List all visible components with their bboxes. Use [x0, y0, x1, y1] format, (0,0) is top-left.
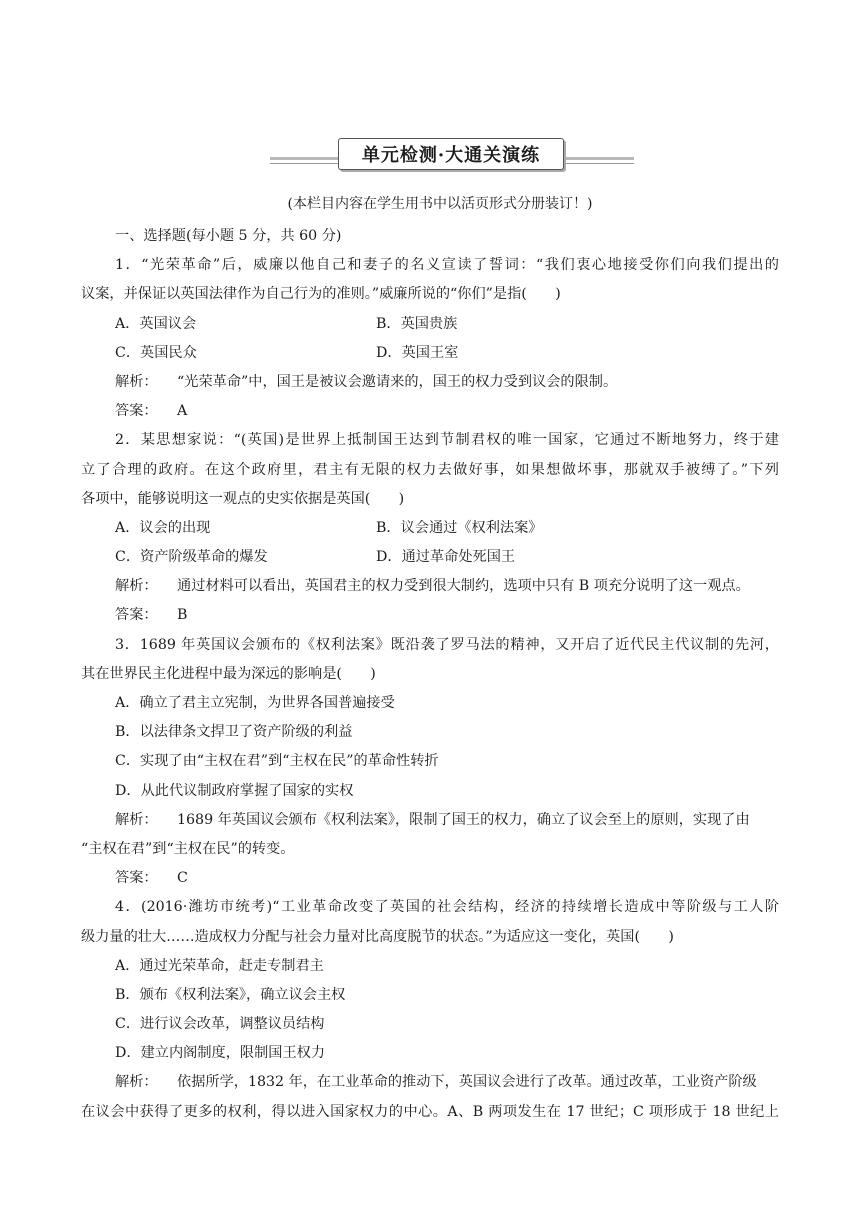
option-a: A．通过光荣革命，赶走专制君主 — [115, 957, 324, 974]
question-1-stem: 议案，并保证以英国法律作为自己行为的准则。”威廉所说的“你们”是指( ) — [81, 286, 561, 303]
question-3-analysis: “主权在君”到“主权在民”的转变。 — [81, 840, 295, 857]
option-a: A．英国议会 — [115, 315, 197, 332]
analysis-label: 解析： — [115, 811, 158, 828]
question-4-stem: 4．(2016·潍坊市统考)“工业革命改变了英国的社会结构，经济的持续增长造成中等阶级与工人阶 — [115, 899, 779, 916]
question-1-answer — [81, 397, 779, 426]
question-3-answer — [81, 864, 779, 893]
question-2-stem: 立了合理的政府。在这个政府里，君主有无限的权力去做好事，如果想做坏事，那就双手被缚了。”下列 — [81, 461, 779, 478]
option-a: A．确立了君主立宪制，为世界各国普遍接受 — [115, 695, 395, 711]
question-2-analysis — [81, 572, 779, 601]
answer-text: B — [177, 607, 188, 624]
question-2-answer — [81, 601, 779, 630]
option-c: C．英国民众 — [115, 344, 197, 361]
analysis-text: 依据所学，1832 年，在工业革命的推动下，英国议会进行了改革。通过改革，工业资产阶级 — [177, 1074, 757, 1091]
section-title: 一、选择题(每小题 5 分，共 60 分) — [115, 228, 342, 244]
question-1-stem: 1．“光荣革命”后，威廉以他自己和妻子的名义宣读了誓词：“我们衷心地接受你们向我们提出的 — [115, 257, 779, 274]
option-d: D．从此代议制政府掌握了国家的实权 — [115, 782, 354, 799]
answer-text: A — [177, 403, 188, 420]
option-c: C．进行议会改革，调整议员结构 — [115, 1016, 325, 1033]
question-list — [81, 222, 779, 1127]
analysis-text: 1689 年英国议会颁布《权利法案》，限制了国王的权力，确立了议会至上的原则，实现了由 — [177, 811, 750, 828]
question-4-analysis: 在议会中获得了更多的权利，得以进入国家权力的中心。A、B 两项发生在 17 世纪；C 项形成于 18 世纪上 — [81, 1103, 779, 1120]
question-2-options — [81, 514, 779, 543]
option-b: B．英国贵族 — [376, 315, 458, 332]
analysis-label: 解析： — [115, 1074, 158, 1091]
unit-test-banner — [270, 138, 634, 168]
answer-text: C — [177, 870, 188, 887]
option-c: C．资产阶级革命的爆发 — [115, 549, 268, 566]
option-b: B．议会通过《权利法案》 — [376, 519, 543, 536]
answer-label: 答案： — [115, 870, 158, 887]
analysis-text: 通过材料可以看出，英国君主的权力受到很大制约，选项中只有 B 项充分说明了这一观点。 — [177, 578, 750, 595]
option-b: B．以法律条文捍卫了资产阶级的利益 — [115, 724, 353, 741]
banner-title: 单元检测·大通关演练 — [338, 138, 564, 170]
option-a: A．议会的出现 — [115, 519, 211, 536]
question-2-stem: 2．某思想家说：“(英国)是世界上抵制国王达到节制君权的唯一国家，它通过不断地努力，终于建 — [115, 432, 779, 449]
question-3-stem: 其在世界民主化进程中最为深远的影响是( ) — [81, 665, 376, 682]
option-b: B．颁布《权利法案》，确立议会主权 — [115, 986, 346, 1003]
answer-label: 答案： — [115, 607, 158, 624]
analysis-label: 解析： — [115, 373, 158, 390]
binding-note: (本栏目内容在学生用书中以活页形式分册装订！) — [287, 196, 593, 212]
option-d: D．通过革命处死国王 — [376, 549, 516, 566]
question-1-analysis — [81, 368, 779, 397]
question-4-analysis — [81, 1068, 779, 1097]
question-3-analysis — [81, 806, 779, 835]
answer-label: 答案： — [115, 403, 158, 420]
analysis-label: 解析： — [115, 578, 158, 595]
option-d: D．英国王室 — [376, 344, 459, 361]
question-4-stem: 级力量的壮大……造成权力分配与社会力量对比高度脱节的状态。”为适应这一变化，英国( ) — [81, 928, 674, 945]
analysis-text: “光荣革命”中，国王是被议会邀请来的，国王的权力受到议会的限制。 — [177, 373, 618, 390]
question-3-stem: 3．1689 年英国议会颁布的《权利法案》既沿袭了罗马法的精神，又开启了近代民主代议制的先河， — [115, 636, 779, 653]
option-d: D．建立内阁制度，限制国王权力 — [115, 1045, 326, 1062]
question-2-options — [81, 543, 779, 572]
question-1-options — [81, 339, 779, 368]
option-c: C．实现了由“主权在君”到“主权在民”的革命性转折 — [115, 753, 439, 770]
question-1-options — [81, 310, 779, 339]
question-2-stem: 各项中，能够说明这一观点的史实依据是英国( ) — [81, 490, 405, 507]
